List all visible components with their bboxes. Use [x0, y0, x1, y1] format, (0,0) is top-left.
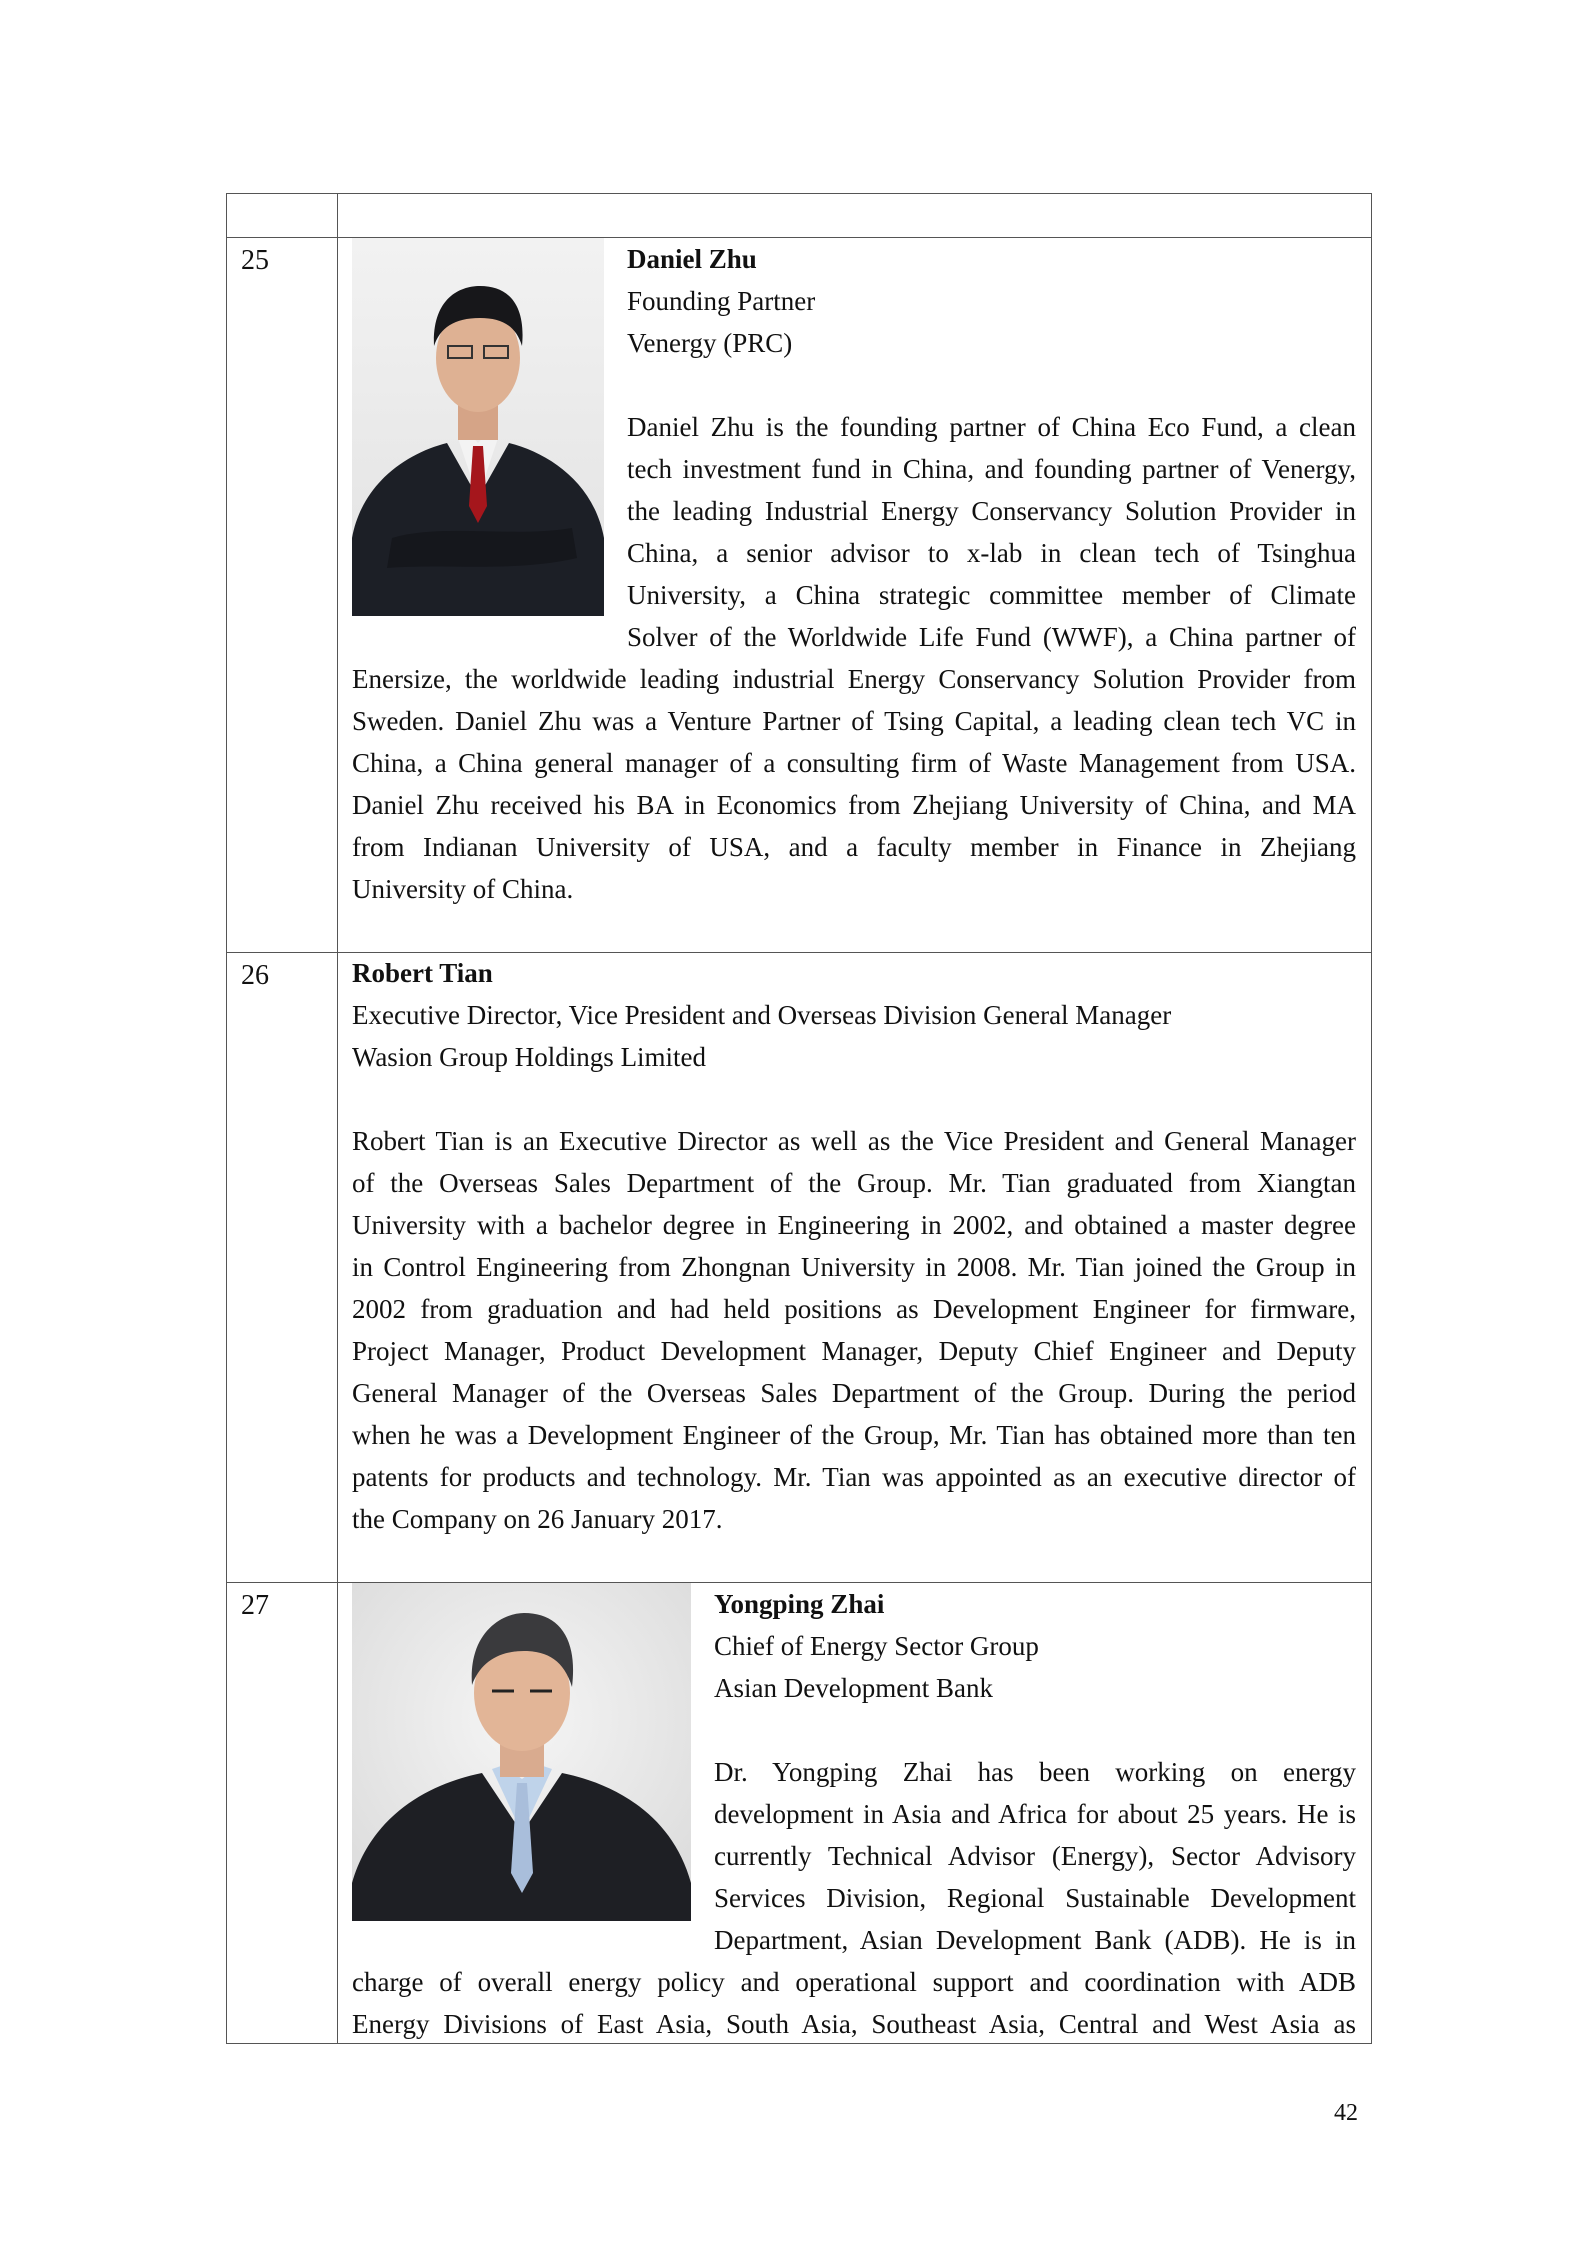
bio-line: Department, Asian Development Bank (ADB). He is in [714, 1925, 1356, 1955]
bio-line: Sweden. Daniel Zhu was a Venture Partner of Tsing Capital, a leading clean tech VC in [352, 706, 1356, 736]
bio-line: in Control Engineering from Zhongnan University in 2008. Mr. Tian joined the Group in [352, 1252, 1356, 1282]
bio-line: 2002 from graduation and had held positions as Development Engineer for firmware, [352, 1294, 1356, 1324]
person-title: Executive Director, Vice President and Overseas Division General Manager [352, 1000, 1172, 1030]
bio-line: Energy Divisions of East Asia, South Asia, Southeast Asia, Central and West Asia as [352, 2009, 1356, 2039]
bio-line: Daniel Zhu is the founding partner of China Eco Fund, a clean [627, 412, 1356, 442]
portrait-photo-daniel-zhu [352, 238, 604, 616]
table-border-right [1371, 193, 1372, 2044]
bio-line: Services Division, Regional Sustainable Development [714, 1883, 1356, 1913]
bio-line: from Indianan University of USA, and a faculty member in Finance in Zhejiang [352, 832, 1356, 862]
bio-line: patents for products and technology. Mr. Tian was appointed as an executive director of [352, 1462, 1356, 1492]
bio-line: China, a China general manager of a consulting firm of Waste Management from USA. [352, 748, 1356, 778]
entry-header-27 [714, 1583, 1039, 1709]
bio-line: when he was a Development Engineer of the Group, Mr. Tian has obtained more than ten [352, 1420, 1356, 1450]
bio-line: University with a bachelor degree in Engineering in 2002, and obtained a master degree [352, 1210, 1356, 1240]
bio-line: the leading Industrial Energy Conservancy Solution Provider in [627, 496, 1356, 526]
person-name: Robert Tian [352, 958, 493, 988]
entry-header-26 [352, 952, 1171, 1078]
bio-paragraph-27-wrap [714, 1751, 1356, 1961]
table-column-divider [337, 193, 338, 2044]
bio-line: Solver of the Worldwide Life Fund (WWF), a China partner of [627, 622, 1356, 652]
person-organization: Venergy (PRC) [627, 328, 793, 358]
bio-line: China, a senior advisor to x-lab in clean tech of Tsinghua [627, 538, 1356, 568]
bio-line: Enersize, the worldwide leading industrial Energy Conservancy Solution Provider from [352, 664, 1356, 694]
entry-header-25 [627, 238, 815, 364]
bio-line: tech investment fund in China, and founding partner of Venergy, [627, 454, 1356, 484]
bio-line: development in Asia and Africa for about 25 years. He is [714, 1799, 1356, 1829]
entry-number: 27 [241, 1590, 269, 1621]
entry-number: 25 [241, 245, 269, 276]
bio-line: General Manager of the Overseas Sales Department of the Group. During the period [352, 1378, 1356, 1408]
bio-line: Robert Tian is an Executive Director as well as the Vice President and General Manager [352, 1126, 1356, 1156]
bio-paragraph-25-full [352, 658, 1356, 910]
table-border-top [226, 193, 1372, 194]
bio-line: charge of overall energy policy and operational support and coordination with ADB [352, 1967, 1356, 1997]
bio-line: of the Overseas Sales Department of the Group. Mr. Tian graduated from Xiangtan [352, 1168, 1356, 1198]
person-title: Founding Partner [627, 286, 816, 316]
person-name: Daniel Zhu [627, 244, 757, 274]
bio-line: Daniel Zhu received his BA in Economics from Zhejiang University of China, and MA [352, 790, 1356, 820]
entry-number: 26 [241, 960, 269, 991]
page-number: 42 [1334, 2100, 1358, 2126]
bio-line: University of China. [352, 874, 574, 904]
bio-line: currently Technical Advisor (Energy), Sector Advisory [714, 1841, 1356, 1871]
bio-line: Project Manager, Product Development Manager, Deputy Chief Engineer and Deputy [352, 1336, 1356, 1366]
bio-paragraph-27-full [352, 1961, 1356, 2045]
bio-line: Dr. Yongping Zhai has been working on energy [714, 1757, 1356, 1787]
bio-paragraph-26 [352, 1120, 1356, 1540]
person-title: Chief of Energy Sector Group [714, 1631, 1039, 1661]
bio-paragraph-25-wrap [627, 406, 1356, 658]
person-name: Yongping Zhai [714, 1589, 885, 1619]
bio-line: the Company on 26 January 2017. [352, 1504, 723, 1534]
person-organization: Asian Development Bank [714, 1673, 993, 1703]
person-organization: Wasion Group Holdings Limited [352, 1042, 707, 1072]
table-border-left [226, 193, 227, 2044]
bio-line: University, a China strategic committee member of Climate [627, 580, 1356, 610]
portrait-photo-yongping-zhai [352, 1583, 691, 1921]
